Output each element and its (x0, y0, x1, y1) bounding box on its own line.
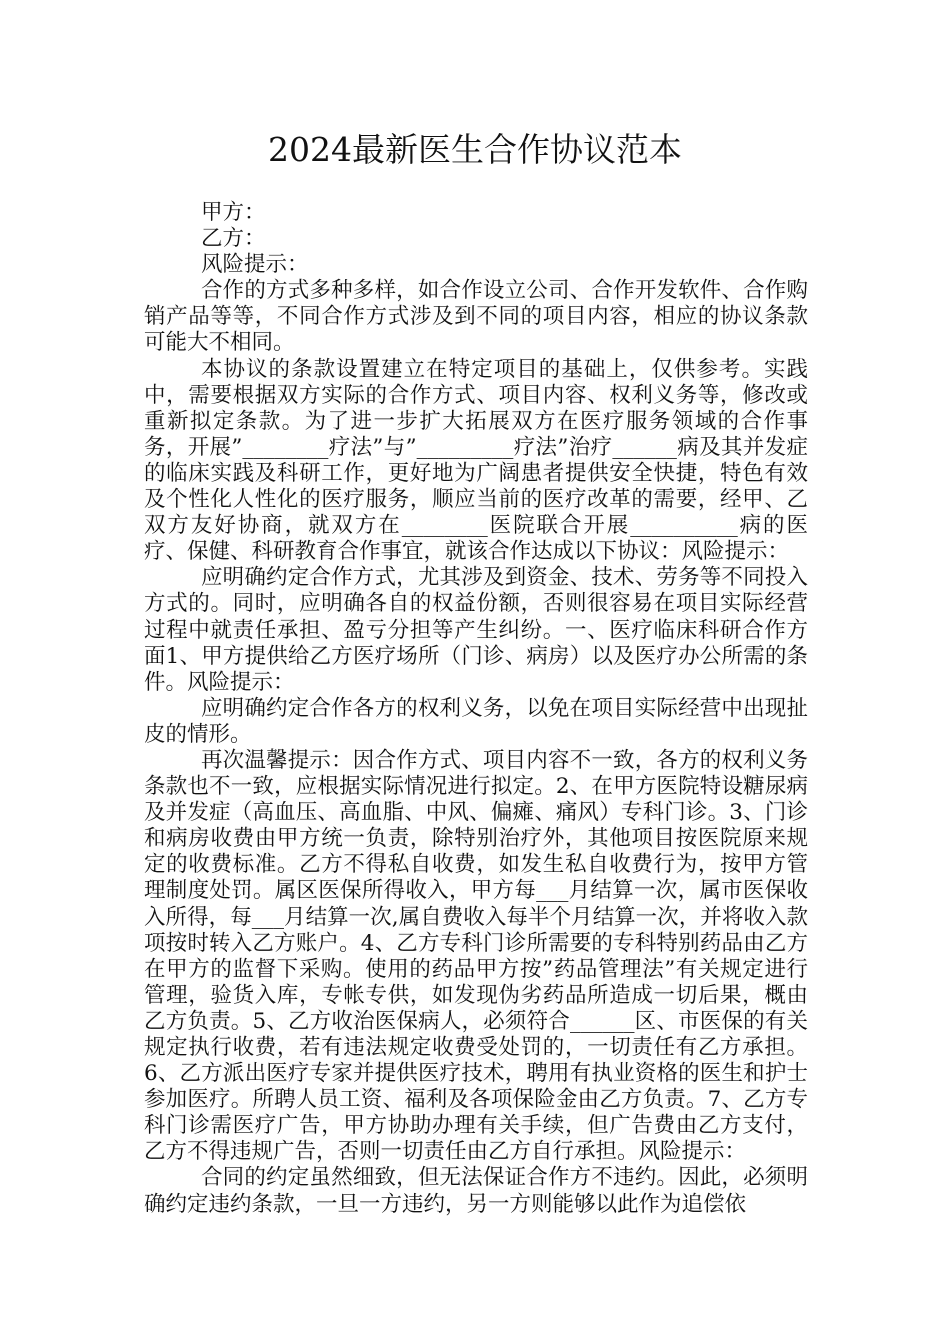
paragraph-cooperation-mode: 应明确约定合作方式，尤其涉及到资金、技术、劳务等不同投入方式的。同时，应明确各自的权益份额，否则很容易在项目实际经营过程中就责任承担、盈亏分担等产生纠纷。一、医疗临床科研合作方面1、甲方提供给乙方医疗场所（门诊、病房）以及医疗办公所需的条件。风险提示： (144, 565, 808, 695)
party-a-label: 甲方： (201, 200, 266, 225)
risk-notice-label: 风险提示： (201, 252, 309, 278)
paragraph-agreement-basis: 本协议的条款设置建立在特定项目的基础上，仅供参考。实践中，需要根据双方实际的合作方式、项目内容、权利义务等，修改或重新拟定条款。为了进一步扩大拓展双方在医疗服务领域的合作事务，开展”________疗法”与”_________疗法”治疗______病及其并发症的临床实践及科研工作，更好地为广阔患者提供安全快捷，特色有效及个性化人性化的医疗服务，顺应当前的医疗改革的需要，经甲、乙双方友好协商，就双方在________医院联合开展__________病的医疗、保健、科研教育合作事宜，就该合作达成以下协议：风险提示： (144, 356, 808, 565)
paragraph-clauses: 再次温馨提示：因合作方式、项目内容不一致，各方的权利义务条款也不一致，应根据实际情况进行拟定。2、在甲方医院特设糖尿病及并发症（高血压、高血脂、中风、偏瘫、痛风）专科门诊。3、门诊和病房收费由甲方统一负责，除特别治疗外，其他项目按医院原来规定的收费标准。乙方不得私自收费，如发生私自收费行为，按甲方管理制度处罚。属区医保所得收入，甲方每___月结算一次，属市医保收入所得，每___月结算一次,属自费收入每半个月结算一次，并将收入款项按时转入乙方账户。4、乙方专科门诊所需要的专科特别药品由乙方在甲方的监督下采购。使用的药品甲方按”药品管理法”有关规定进行管理，验货入库，专帐专供，如发现伪劣药品所造成一切后果，概由乙方负责。5、乙方收治医保病人，必须符合______区、市医保的有关规定执行收费，若有违法规定收费受处罚的，一切责任有乙方承担。6、乙方派出医疗专家并提供医疗技术，聘用有执业资格的医生和护士参加医疗。所聘人员工资、福利及各项保险金由乙方负责。7、乙方专科门诊需医疗广告，甲方协助办理有关手续，但广告费由乙方支付，乙方不得违规广告，否则一切责任由乙方自行承担。风险提示： (144, 747, 808, 1165)
paragraph-breach: 合同的约定虽然细致，但无法保证合作方不违约。因此，必须明确约定违约条款，一旦一方违约，另一方则能够以此作为追偿依 (144, 1165, 808, 1217)
party-b-label: 乙方： (201, 226, 266, 252)
paragraph-cooperation-methods: 合作的方式多种多样，如合作设立公司、合作开发软件、合作购销产品等等，不同合作方式涉及到不同的项目内容，相应的协议条款可能大不相同。 (144, 278, 808, 356)
document-body (144, 200, 808, 1218)
paragraph-rights-obligations: 应明确约定合作各方的权利义务，以免在项目实际经营中出现扯皮的情形。 (144, 695, 808, 747)
document-title: 2024最新医生合作协议范本 (268, 130, 682, 169)
